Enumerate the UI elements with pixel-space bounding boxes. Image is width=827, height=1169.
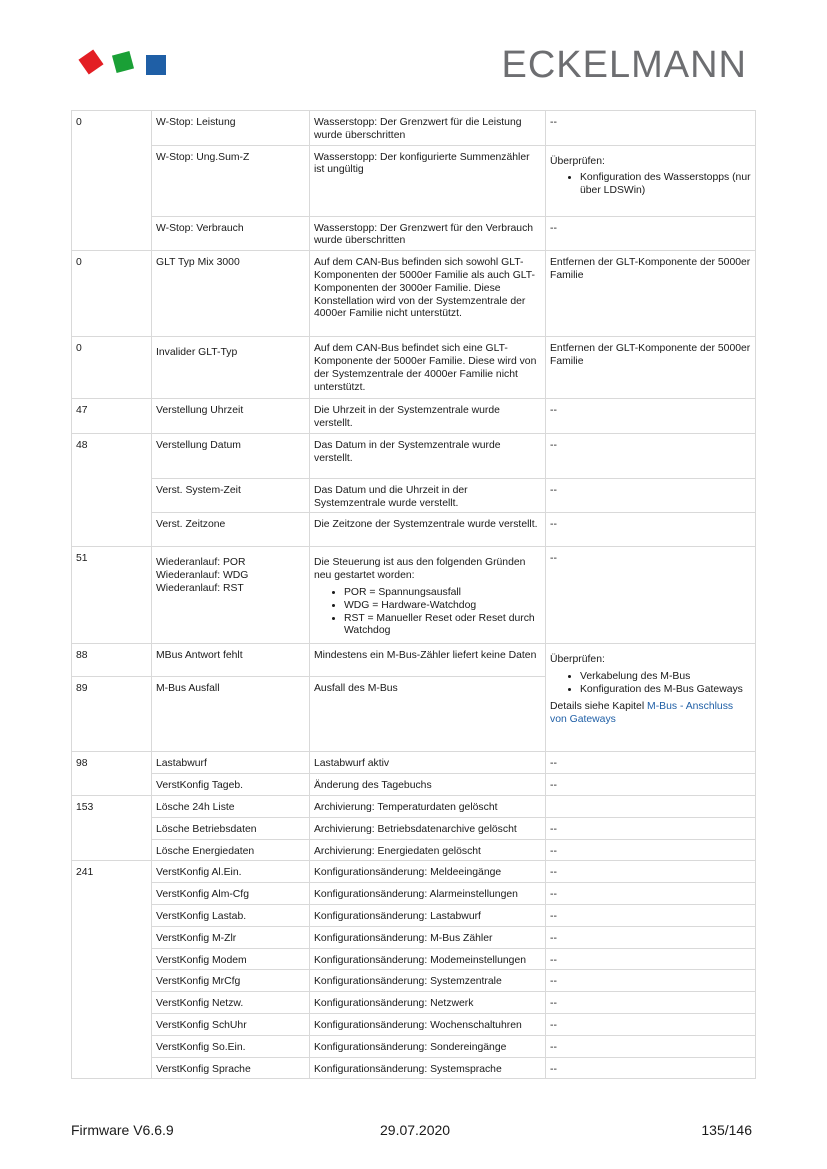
event-name-line: Wiederanlauf: WDG — [156, 570, 249, 582]
action-details — [550, 701, 751, 727]
event-action: -- — [546, 839, 756, 861]
list-item: • RST = Manueller Reset oder Reset durch Watchdog — [344, 613, 541, 639]
table-row — [72, 1013, 756, 1035]
table-row — [72, 513, 756, 547]
table-row — [72, 970, 756, 992]
event-action: -- — [546, 216, 756, 251]
event-description: Konfigurationsänderung: Systemsprache — [310, 1057, 546, 1079]
event-code: 47 — [72, 399, 152, 434]
event-name: W-Stop: Leistung — [152, 111, 310, 146]
event-action: -- — [546, 904, 756, 926]
event-name: W-Stop: Verbrauch — [152, 216, 310, 251]
event-description: Wasserstopp: Der konfigurierte Summenzähler ist ungültig — [310, 145, 546, 216]
event-name: Lösche Energiedaten — [152, 839, 310, 861]
event-action: -- — [546, 883, 756, 905]
table-row — [72, 904, 756, 926]
description-intro: Die Steuerung ist aus den folgenden Gründen neu gestartet worden: — [314, 557, 526, 582]
event-name: Verstellung Datum — [152, 433, 310, 478]
event-description: Lastabwurf aktiv — [310, 752, 546, 774]
event-name-line: Wiederanlauf: POR — [156, 557, 246, 569]
table-row — [72, 774, 756, 796]
event-description: Archivierung: Betriebsdatenarchive gelöscht — [310, 817, 546, 839]
table-row — [72, 337, 756, 399]
event-description: Das Datum in der Systemzentrale wurde verstellt. — [310, 433, 546, 478]
event-action: -- — [546, 111, 756, 146]
event-code: 98 — [72, 752, 152, 796]
event-action — [546, 145, 756, 216]
event-name: VerstKonfig Tageb. — [152, 774, 310, 796]
event-action: -- — [546, 817, 756, 839]
event-name: Verst. System-Zeit — [152, 478, 310, 513]
event-description: Konfigurationsänderung: Systemzentrale — [310, 970, 546, 992]
event-action: -- — [546, 774, 756, 796]
event-description: Auf dem CAN-Bus befinden sich sowohl GLT-Komponenten der 5000er Familie als auch GLT-Komponenten der 3000er Familie. Diese Konstellation wird von der Systemzentrale der 4000er Familie nicht unterstützt. — [310, 251, 546, 337]
event-action — [546, 644, 756, 752]
event-name: Lösche Betriebsdaten — [152, 817, 310, 839]
event-code: 241 — [72, 861, 152, 1079]
event-description: Die Zeitzone der Systemzentrale wurde verstellt. — [310, 513, 546, 547]
event-name: M-Bus Ausfall — [152, 677, 310, 752]
event-action: -- — [546, 478, 756, 513]
event-action: -- — [546, 752, 756, 774]
event-name: VerstKonfig So.Ein. — [152, 1035, 310, 1057]
event-code: 88 — [72, 644, 152, 677]
event-action: Entfernen der GLT-Komponente der 5000er Familie — [546, 337, 756, 399]
list-item: • POR = Spannungsausfall — [344, 587, 541, 600]
event-name: Verst. Zeitzone — [152, 513, 310, 547]
event-action: -- — [546, 948, 756, 970]
event-name: Verstellung Uhrzeit — [152, 399, 310, 434]
table-row — [72, 216, 756, 251]
event-code: 0 — [72, 337, 152, 399]
event-name: Lösche 24h Liste — [152, 795, 310, 817]
brand-name: ECKELMANN — [501, 44, 747, 86]
event-code: 0 — [72, 111, 152, 251]
event-action: -- — [546, 970, 756, 992]
event-description: Konfigurationsänderung: Sondereingänge — [310, 1035, 546, 1057]
event-name: VerstKonfig SchUhr — [152, 1013, 310, 1035]
event-name: GLT Typ Mix 3000 — [152, 251, 310, 337]
event-description: Auf dem CAN-Bus befindet sich eine GLT-Komponente der 5000er Familie. Diese wird von der Systemzentrale der 4000er Familie nicht unterstützt. — [310, 337, 546, 399]
event-description: Konfigurationsänderung: Modemeinstellungen — [310, 948, 546, 970]
action-intro: Überprüfen: — [550, 155, 605, 167]
event-code: 153 — [72, 795, 152, 860]
table-row — [72, 992, 756, 1014]
chapter-link[interactable]: M-Bus - Anschluss von Gateways — [550, 700, 734, 725]
table-row — [72, 752, 756, 774]
table-row — [72, 433, 756, 478]
table-row — [72, 795, 756, 817]
event-description: Archivierung: Energiedaten gelöscht — [310, 839, 546, 861]
table-row — [72, 948, 756, 970]
event-name: VerstKonfig Al.Ein. — [152, 861, 310, 883]
table-row — [72, 111, 756, 146]
event-action: -- — [546, 1057, 756, 1079]
action-list — [550, 671, 751, 697]
table-row — [72, 399, 756, 434]
event-name: VerstKonfig Sprache — [152, 1057, 310, 1079]
event-description: Wasserstopp: Der Grenzwert für die Leistung wurde überschritten — [310, 111, 546, 146]
footer-version: Firmware V6.6.9 — [71, 1122, 174, 1138]
event-description: Ausfall des M-Bus — [310, 677, 546, 752]
event-action: -- — [546, 433, 756, 478]
event-action: -- — [546, 399, 756, 434]
event-name: VerstKonfig Netzw. — [152, 992, 310, 1014]
event-action — [546, 795, 756, 817]
list-item: • Verkabelung des M-Bus — [580, 671, 751, 684]
action-intro: Überprüfen: — [550, 654, 605, 666]
event-name: VerstKonfig Lastab. — [152, 904, 310, 926]
action-list — [550, 172, 751, 198]
event-name: Invalider GLT-Typ — [152, 337, 310, 399]
event-name: VerstKonfig MrCfg — [152, 970, 310, 992]
event-action: -- — [546, 992, 756, 1014]
table-row — [72, 478, 756, 513]
event-description: Mindestens ein M-Bus-Zähler liefert keine Daten — [310, 644, 546, 677]
details-text: Details siehe Kapitel — [550, 700, 648, 712]
event-description: Archivierung: Temperaturdaten gelöscht — [310, 795, 546, 817]
event-name: VerstKonfig M-Zlr — [152, 926, 310, 948]
event-description: Konfigurationsänderung: Alarmeinstellungen — [310, 883, 546, 905]
event-action: -- — [546, 861, 756, 883]
table-row — [72, 1035, 756, 1057]
event-description: Konfigurationsänderung: Meldeeingänge — [310, 861, 546, 883]
event-code: 48 — [72, 433, 152, 547]
event-description: Konfigurationsänderung: Wochenschaltuhren — [310, 1013, 546, 1035]
event-description: Konfigurationsänderung: Lastabwurf — [310, 904, 546, 926]
table-row — [72, 861, 756, 883]
event-name-line: Wiederanlauf: RST — [156, 582, 244, 594]
event-action: -- — [546, 547, 756, 644]
list-item: • WDG = Hardware-Watchdog — [344, 600, 541, 613]
event-description: Konfigurationsänderung: Netzwerk — [310, 992, 546, 1014]
table-row — [72, 547, 756, 644]
table-row — [72, 839, 756, 861]
event-name: VerstKonfig Alm-Cfg — [152, 883, 310, 905]
event-name: VerstKonfig Modem — [152, 948, 310, 970]
event-description — [310, 547, 546, 644]
event-action: Entfernen der GLT-Komponente der 5000er Familie — [546, 251, 756, 337]
description-list — [314, 587, 541, 638]
table-row — [72, 251, 756, 337]
list-item: • Konfiguration des M-Bus Gateways — [580, 684, 751, 697]
footer-date: 29.07.2020 — [380, 1122, 451, 1138]
event-name: W-Stop: Ung.Sum-Z — [152, 145, 310, 216]
table-row — [72, 883, 756, 905]
event-description: Wasserstopp: Der Grenzwert für den Verbrauch wurde überschritten — [310, 216, 546, 251]
table-row — [72, 1057, 756, 1079]
event-code: 89 — [72, 677, 152, 752]
footer-page-number: 135/146 — [701, 1122, 752, 1138]
table-row — [72, 817, 756, 839]
event-description: Änderung des Tagebuchs — [310, 774, 546, 796]
table-row — [72, 145, 756, 216]
list-item: • Konfiguration des Wasserstopps (nur über LDSWin) — [580, 172, 751, 198]
event-description: Konfigurationsänderung: M-Bus Zähler — [310, 926, 546, 948]
event-action: -- — [546, 1013, 756, 1035]
event-description: Das Datum und die Uhrzeit in der Systemzentrale wurde verstellt. — [310, 478, 546, 513]
event-action: -- — [546, 1035, 756, 1057]
table-row — [72, 926, 756, 948]
table-row — [72, 644, 756, 677]
eckelmann-logo-icon — [76, 45, 168, 81]
event-name — [152, 547, 310, 644]
event-description: Die Uhrzeit in der Systemzentrale wurde verstellt. — [310, 399, 546, 434]
event-name: MBus Antwort fehlt — [152, 644, 310, 677]
event-action: -- — [546, 513, 756, 547]
event-code: 0 — [72, 251, 152, 337]
event-table — [71, 110, 756, 1079]
event-code: 51 — [72, 547, 152, 644]
event-action: -- — [546, 926, 756, 948]
event-name: Lastabwurf — [152, 752, 310, 774]
